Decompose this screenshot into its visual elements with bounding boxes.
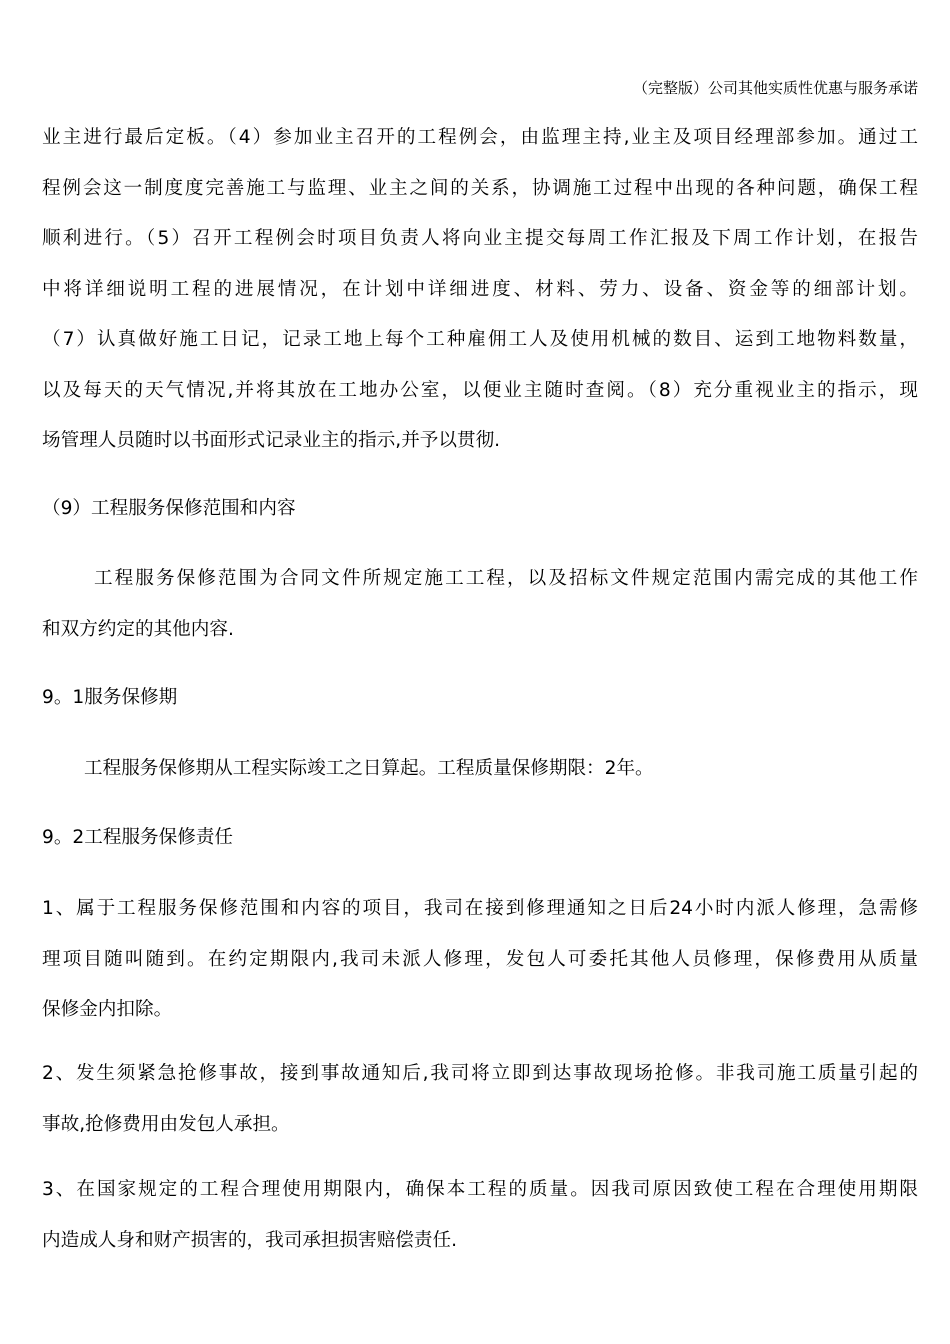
- list-item-1: [42, 884, 918, 1036]
- text-line: 事故,抢修费用由发包人承担。: [42, 1113, 290, 1135]
- page-header: （完整版）公司其他实质性优惠与服务承诺: [632, 79, 918, 97]
- text-line: 工程服务保修期从工程实际竣工之日算起。工程质量保修期限：2年。: [84, 758, 654, 779]
- text-line: 和双方约定的其他内容.: [42, 618, 234, 640]
- text-line: 内造成人身和财产损害的，我司承担损害赔偿责任.: [42, 1229, 457, 1251]
- text-line: 业主进行最后定板。（4）参加业主召开的工程例会，由监理主持,业主及项目经理部参加。通过工: [42, 127, 918, 148]
- text-line: 理项目随叫随到。在约定期限内,我司未派人修理，发包人可委托其他人员修理，保修费用从质量: [42, 948, 918, 970]
- text-line: 程例会这一制度度完善施工与监理、业主之间的关系，协调施工过程中出现的各种问题，确保工程: [42, 177, 918, 199]
- heading-text: （9）工程服务保修范围和内容: [42, 498, 296, 519]
- text-line: 场管理人员随时以书面形式记录业主的指示,并予以贯彻.: [42, 430, 501, 451]
- heading-text: 9。1服务保修期: [42, 687, 178, 708]
- text-line: 保修金内扣除。: [42, 999, 173, 1020]
- text-line: 以及每天的天气情况,并将其放在工地办公室，以便业主随时查阅。（8）充分重视业主的指示，现: [42, 379, 918, 401]
- list-item-2: [42, 1049, 918, 1150]
- text-line: （7）认真做好施工日记，记录工地上每个工种雇佣工人及使用机械的数目、运到工地物料数量，: [42, 329, 918, 350]
- paragraph-scope: [42, 554, 918, 655]
- text-line: 中将详细说明工程的进展情况，在计划中详细进度、材料、劳力、设备、资金等的细部计划。: [42, 278, 918, 300]
- list-item-3: [42, 1165, 918, 1266]
- section-heading-9-1: [42, 673, 918, 724]
- paragraph-meeting-and-records: [42, 113, 918, 467]
- text-line: 顺利进行。（5）召开工程例会时项目负责人将向业主提交每周工作汇报及下周工作计划，在报告: [42, 228, 918, 249]
- section-heading-9: [42, 484, 918, 535]
- text-line: 工程服务保修范围为合同文件所规定施工工程，以及招标文件规定范围内需完成的其他工作: [94, 568, 918, 589]
- text-line: 1、属于工程服务保修范围和内容的项目，我司在接到修理通知之日后24小时内派人修理，急需修: [42, 898, 918, 919]
- paragraph-warranty-period: [42, 744, 918, 795]
- heading-text: 9。2工程服务保修责任: [42, 827, 234, 848]
- section-heading-9-2: [42, 813, 918, 864]
- text-line: 2、发生须紧急抢修事故，接到事故通知后,我司将立即到达事故现场抢修。非我司施工质量引起的: [42, 1063, 918, 1084]
- text-line: 3、在国家规定的工程合理使用期限内，确保本工程的质量。因我司原因致使工程在合理使用期限: [42, 1179, 918, 1200]
